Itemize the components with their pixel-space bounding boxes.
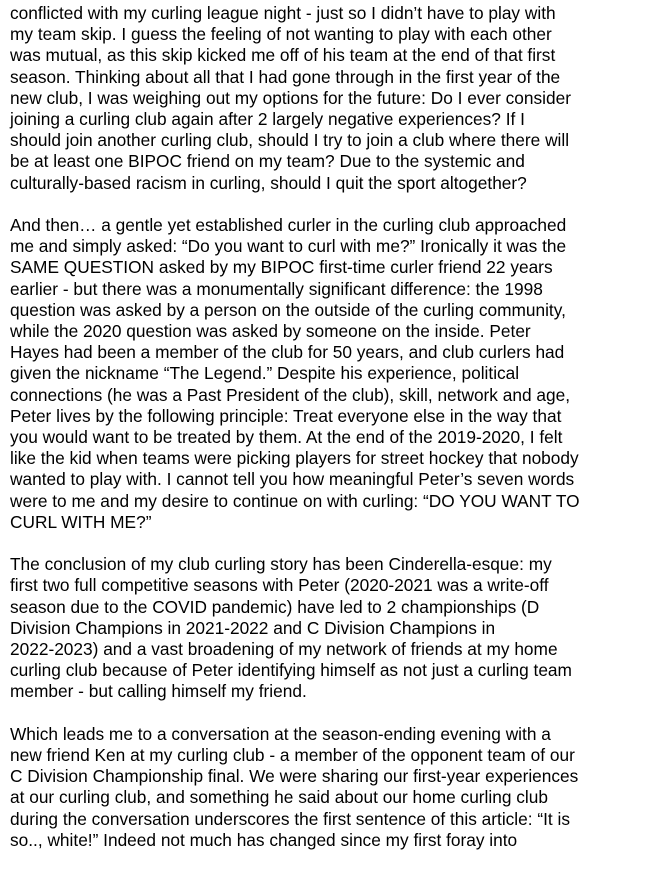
text-line: first two full competitive seasons with Peter (2020-2021 was a write-off — [10, 575, 549, 596]
text-line: The conclusion of my club curling story has been Cinderella-esque: my — [10, 554, 552, 575]
text-line: should join another curling club, should I try to join a club where there will — [10, 130, 570, 151]
text-line: new friend Ken at my curling club - a member of the opponent team of our — [10, 745, 575, 766]
text-line: Peter lives by the following principle: Treat everyone else in the way that — [10, 405, 562, 426]
paragraph — [10, 215, 639, 533]
text-line: CURL WITH ME?” — [10, 511, 152, 532]
text-line: was mutual, as this skip kicked me off of his team at the end of that first — [10, 45, 556, 66]
text-line: curling club because of Peter identifying himself as not just a curling team — [10, 660, 572, 681]
text-line: Hayes had been a member of the club for 50 years, and club curlers had — [10, 342, 565, 363]
text-line: connections (he was a Past President of the club), skill, network and age, — [10, 384, 571, 405]
text-line: while the 2020 question was asked by someone on the inside. Peter — [10, 321, 531, 342]
text-line: at our curling club, and something he said about our home curling club — [10, 787, 548, 808]
text-line: joining a curling club again after 2 largely negative experiences? If I — [10, 109, 525, 130]
text-line: you would want to be treated by them. At the end of the 2019-2020, I felt — [10, 427, 563, 448]
text-line: new club, I was weighing out my options for the future: Do I ever consider — [10, 87, 571, 108]
text-line: C Division Championship final. We were sharing our first-year experiences — [10, 766, 579, 787]
text-line: question was asked by a person on the outside of the curling community, — [10, 299, 566, 320]
paragraph — [10, 554, 639, 702]
text-line: conflicted with my curling league night - just so I didn’t have to play with — [10, 3, 556, 23]
text-line: culturally-based racism in curling, should I quit the sport altogether? — [10, 172, 527, 193]
text-line: wanted to play with. I cannot tell you how meaningful Peter’s seven words — [10, 469, 575, 490]
text-line: be at least one BIPOC friend on my team? Due to the systemic and — [10, 151, 525, 172]
text-line: And then… a gentle yet established curler in the curling club approached — [10, 215, 567, 236]
text-line: given the nickname “The Legend.” Despite his experience, political — [10, 363, 520, 384]
text-line: Which leads me to a conversation at the season-ending evening with a — [10, 723, 551, 744]
text-line: me and simply asked: “Do you want to curl with me?” Ironically it was the — [10, 236, 567, 257]
text-line: my team skip. I guess the feeling of not wanting to play with each other — [10, 24, 552, 45]
paragraph — [10, 3, 639, 194]
text-line: 2022-2023) and a vast broadening of my network of friends at my home — [10, 639, 558, 660]
text-line: earlier - but there was a monumentally significant difference: the 1998 — [10, 278, 543, 299]
text-line: during the conversation underscores the first sentence of this article: “It is — [10, 808, 570, 829]
text-line: were to me and my desire to continue on with curling: “DO YOU WANT TO — [10, 490, 580, 511]
text-line: season due to the COVID pandemic) have led to 2 championships (D — [10, 596, 540, 617]
text-line: season. Thinking about all that I had gone through in the first year of the — [10, 66, 561, 87]
text-line: member - but calling himself my friend. — [10, 681, 307, 702]
text-line: like the kid when teams were picking players for street hockey that nobody — [10, 448, 579, 469]
paragraph — [10, 724, 639, 851]
text-line: Division Champions in 2021-2022 and C Division Champions in — [10, 617, 496, 638]
text-line: SAME QUESTION asked by my BIPOC first-time curler friend 22 years — [10, 257, 553, 278]
text-line: so.., white!” Indeed not much has changed since my first foray into — [10, 829, 518, 850]
